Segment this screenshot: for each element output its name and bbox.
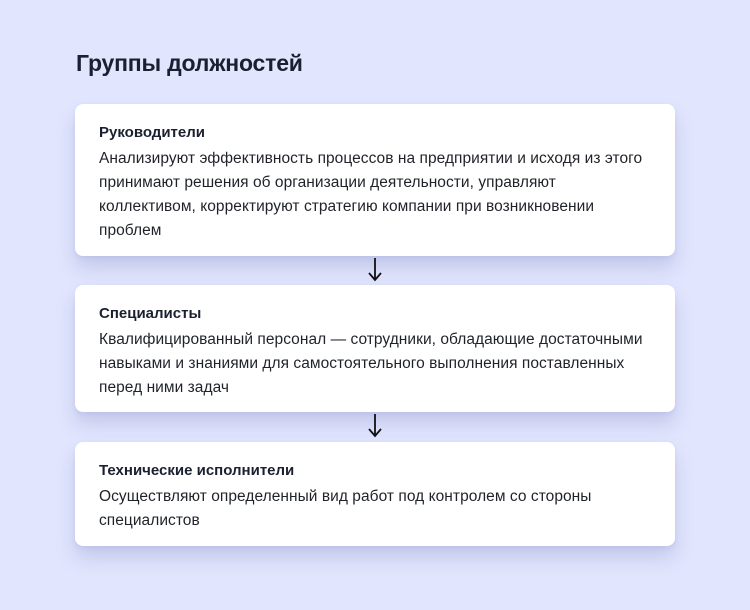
group-card-technical-staff bbox=[75, 442, 675, 546]
group-title: Технические исполнители bbox=[99, 462, 295, 479]
group-description: Квалифицированный персонал — сотрудники, обладающие достаточными навыками и знаниями для самостоятельного выполнения поставленных перед ними задач bbox=[99, 331, 643, 396]
page-title: Группы должностей bbox=[76, 50, 303, 76]
group-description: Анализируют эффективность процессов на предприятии и исходя из этого принимают решения об организации деятельности, управляют коллективом, корректируют стратегию компании при возникновении проблем bbox=[99, 150, 643, 239]
group-title: Специалисты bbox=[99, 305, 202, 322]
group-title: Руководители bbox=[99, 124, 205, 141]
group-card-specialists bbox=[75, 285, 675, 412]
group-card-managers bbox=[75, 104, 675, 256]
arrow-down-icon bbox=[366, 413, 384, 439]
arrow-down-icon bbox=[366, 257, 384, 283]
group-description: Осуществляют определенный вид работ под контролем со стороны специалистов bbox=[99, 488, 592, 529]
